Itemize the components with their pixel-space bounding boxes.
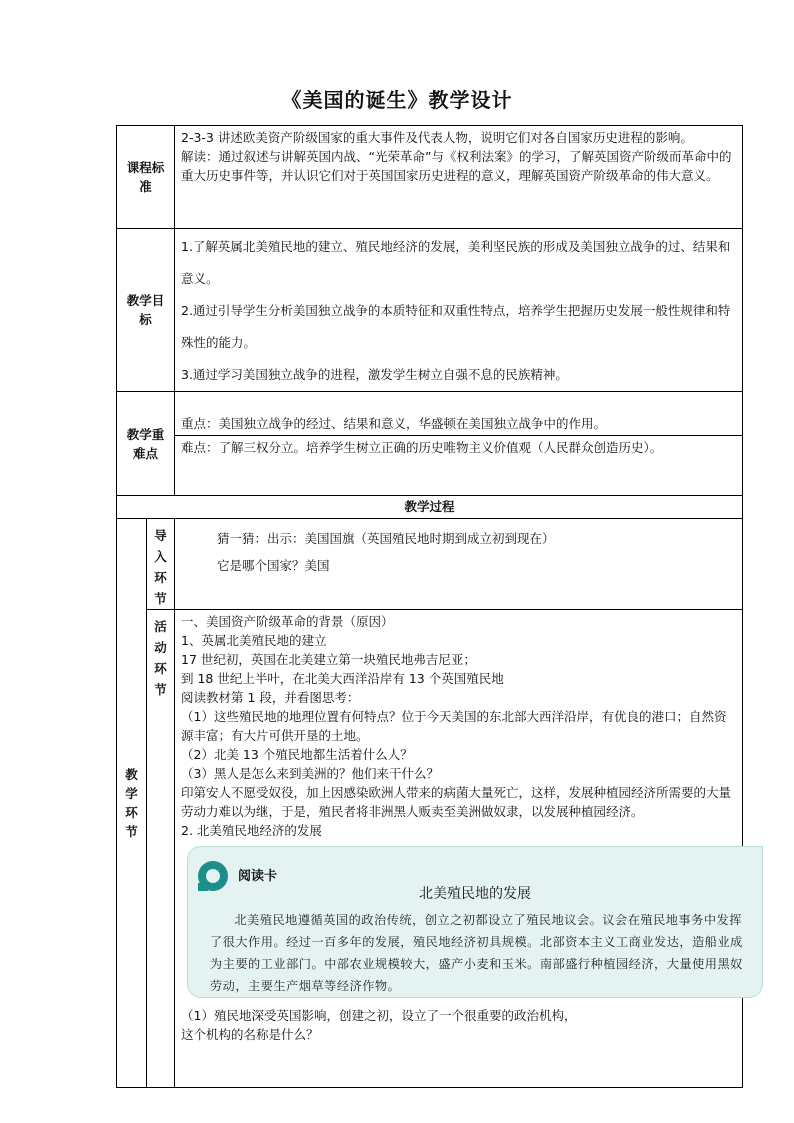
goals-content — [175, 229, 743, 392]
keypoints-content — [175, 392, 743, 496]
intro-line: 它是哪个国家？美国 — [217, 558, 330, 573]
goal-item: 1.了解英属北美殖民地的建立、殖民地经济的发展，美利坚民族的形成及美国独立战争的过、结果和意义。 — [181, 239, 731, 286]
activity-line: （1）这些殖民地的地理位置有何特点？位于今天美国的东北部大西洋沿岸，有优良的港口；自然资源丰富；有大片可供开垦的土地。 — [181, 709, 727, 743]
curriculum-content — [175, 126, 743, 229]
reading-card-label: 阅读卡 — [238, 869, 278, 884]
intro-label-text: 导入环节 — [154, 528, 167, 606]
goals-label — [117, 229, 175, 392]
intro-content — [175, 519, 743, 610]
focus-point: 重点：美国独立战争的经过、结果和意义，华盛顿在美国独立战争中的作用。 — [175, 412, 742, 436]
activity-label-text: 活动环节 — [154, 619, 167, 697]
goals-label-text: 教学目标 — [126, 293, 165, 327]
reading-card-title: 北美殖民地的发展 — [419, 886, 531, 902]
curriculum-line: 解读：通过叙述与讲解英国内战、“光荣革命”与《权利法案》的学习，了解英国资产阶级而革命中的重大历史事件等，并认识它们对于英国国家历史进程的意义，理解英国资产阶级革命的伟大意义。 — [181, 149, 732, 183]
activity-line: （2）北美 13 个殖民地都生活着什么人？ — [181, 747, 413, 762]
keypoints-label-text: 教学重难点 — [126, 426, 165, 461]
activity-line: 1、英属北美殖民地的建立 — [181, 633, 327, 648]
activity-line: （3）黑人是怎么来到美洲的？他们来干什么？ — [181, 766, 439, 781]
goal-item: 2.通过引导学生分析美国独立战争的本质特征和双重性特点，培养学生把握历史发展一般性规律和特殊性的能力。 — [181, 303, 731, 350]
keypoints-label — [117, 392, 175, 496]
activity-line: （1）殖民地深受英国影响，创建之初，设立了一个很重要的政治机构， — [181, 1008, 577, 1023]
activity-line: 到 18 世纪上半叶，在北美大西洋沿岸有 13 个英国殖民地 — [181, 671, 504, 686]
activity-content — [175, 610, 743, 1088]
activity-line: 17 世纪初，英国在北美建立第一块殖民地弗吉尼亚； — [181, 652, 476, 667]
goal-item: 3.通过学习美国独立战争的进程，激发学生树立自强不息的民族精神。 — [181, 367, 568, 382]
activity-label — [147, 610, 175, 1088]
intro-line: 猜一猜：出示：美国国旗（英国殖民地时期到成立初到现在） — [217, 531, 555, 546]
curriculum-label-text: 课程标准 — [126, 160, 165, 194]
process-header: 教学过程 — [117, 496, 743, 519]
page-title: 《美国的诞生》教学设计 — [281, 88, 513, 112]
reading-card-body: 北美殖民地遵循英国的政治传统，创立之初都设立了殖民地议会。议会在殖民地事务中发挥了很大作用。经过一百多年的发展，殖民地经济初具规模。北部资本主义工商业发达，造船业成为主要的工业部门。中部农业规模较大，盛产小麦和玉米。南部盛行种植园经济，大量使用黑奴劳动，主要生产烟草等经济作物。 — [210, 913, 743, 993]
lesson-plan-table — [116, 125, 743, 1088]
activity-line: 2. 北美殖民地经济的发展 — [181, 823, 322, 838]
difficult-point: 难点：了解三权分立。培养学生树立正确的历史唯物主义价值观（人民群众创造历史）。 — [181, 440, 663, 455]
curriculum-line: 2-3-3 讲述欧美资产阶级国家的重大事件及代表人物，说明它们对各自国家历史进程的影响。 — [181, 130, 693, 145]
activity-line: 印第安人不愿受奴役，加上因感染欧洲人带来的病菌大量死亡，这样，发展种植园经济所需要的大量劳动力难以为继，于是，殖民者将非洲黑人贩卖至美洲做奴隶，以发展种植园经济。 — [181, 785, 732, 819]
process-outer-label — [117, 519, 147, 1088]
activity-line: 这个机构的名称是什么？ — [181, 1027, 319, 1042]
reading-card — [187, 846, 763, 998]
activity-line: 一、美国资产阶级革命的背景（原因） — [181, 614, 394, 629]
curriculum-label — [117, 126, 175, 229]
intro-label — [147, 519, 175, 610]
activity-line: 阅读教材第 1 段，并看图思考： — [181, 690, 360, 705]
process-outer-label-text: 教学环节 — [125, 767, 138, 839]
